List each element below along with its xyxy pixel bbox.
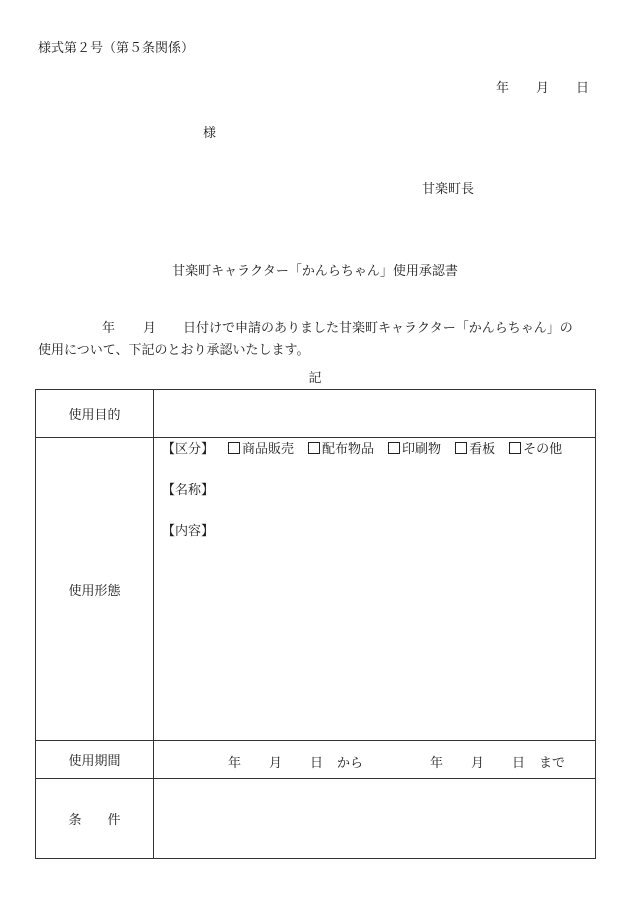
period-from-suffix: から xyxy=(337,756,364,771)
addressee-suffix: 様 xyxy=(203,126,217,141)
period-field xyxy=(154,741,596,779)
period-to-day: 日 xyxy=(512,756,526,771)
document-title: 甘楽町キャラクター「かんらちゃん」使用承認書 xyxy=(172,264,458,279)
date-month: 月 xyxy=(536,81,550,96)
conditions-row xyxy=(36,779,596,859)
option-printed-matter xyxy=(388,438,441,457)
option-label: 配布物品 xyxy=(322,442,375,457)
option-label: 看板 xyxy=(469,442,496,457)
option-signboard xyxy=(455,438,495,457)
approval-table xyxy=(35,389,596,859)
purpose-row xyxy=(36,390,596,438)
usage-row xyxy=(36,438,596,741)
body-line-1-rest: 日付けで申請のありました甘楽町キャラクター「かんらちゃん」の xyxy=(183,321,573,336)
period-to-month: 月 xyxy=(471,756,485,771)
option-goods-sale xyxy=(228,438,294,457)
period-from-month: 月 xyxy=(269,756,283,771)
option-other xyxy=(509,438,562,457)
ki-heading: 記 xyxy=(308,371,322,386)
body-line-1 xyxy=(38,318,594,340)
usage-field xyxy=(154,438,596,741)
date-day: 日 xyxy=(576,81,590,96)
period-label: 使用期間 xyxy=(36,741,154,779)
name-label: 【名称】 xyxy=(162,483,215,498)
issuer: 甘楽町長 xyxy=(422,182,475,197)
content-label: 【内容】 xyxy=(162,524,215,539)
checkbox xyxy=(388,442,400,454)
period-from-year: 年 xyxy=(228,756,242,771)
form-number: 様式第２号（第５条関係） xyxy=(38,41,195,56)
purpose-label: 使用目的 xyxy=(36,390,154,438)
checkbox xyxy=(455,442,467,454)
date-year: 年 xyxy=(496,81,510,96)
purpose-field xyxy=(154,390,596,438)
body-month: 月 xyxy=(143,321,157,336)
checkbox xyxy=(308,442,320,454)
body-text xyxy=(38,318,594,362)
checkbox xyxy=(509,442,521,454)
category-line xyxy=(162,438,562,457)
category-label: 【区分】 xyxy=(162,442,215,457)
option-label: その他 xyxy=(523,442,563,457)
period-from-day: 日 xyxy=(310,756,324,771)
option-label: 商品販売 xyxy=(242,442,295,457)
usage-label: 使用形態 xyxy=(36,438,154,741)
option-distribution xyxy=(308,438,374,457)
body-year: 年 xyxy=(102,321,116,336)
conditions-field xyxy=(154,779,596,859)
conditions-label: 条 件 xyxy=(36,779,154,859)
checkbox xyxy=(228,442,240,454)
period-to-year: 年 xyxy=(430,756,444,771)
period-row xyxy=(36,741,596,779)
date-line xyxy=(496,77,589,96)
period-to-suffix: まで xyxy=(539,756,566,771)
option-label: 印刷物 xyxy=(402,442,442,457)
body-line-2: 使用について、下記のとおり承認いたします。 xyxy=(38,343,310,358)
